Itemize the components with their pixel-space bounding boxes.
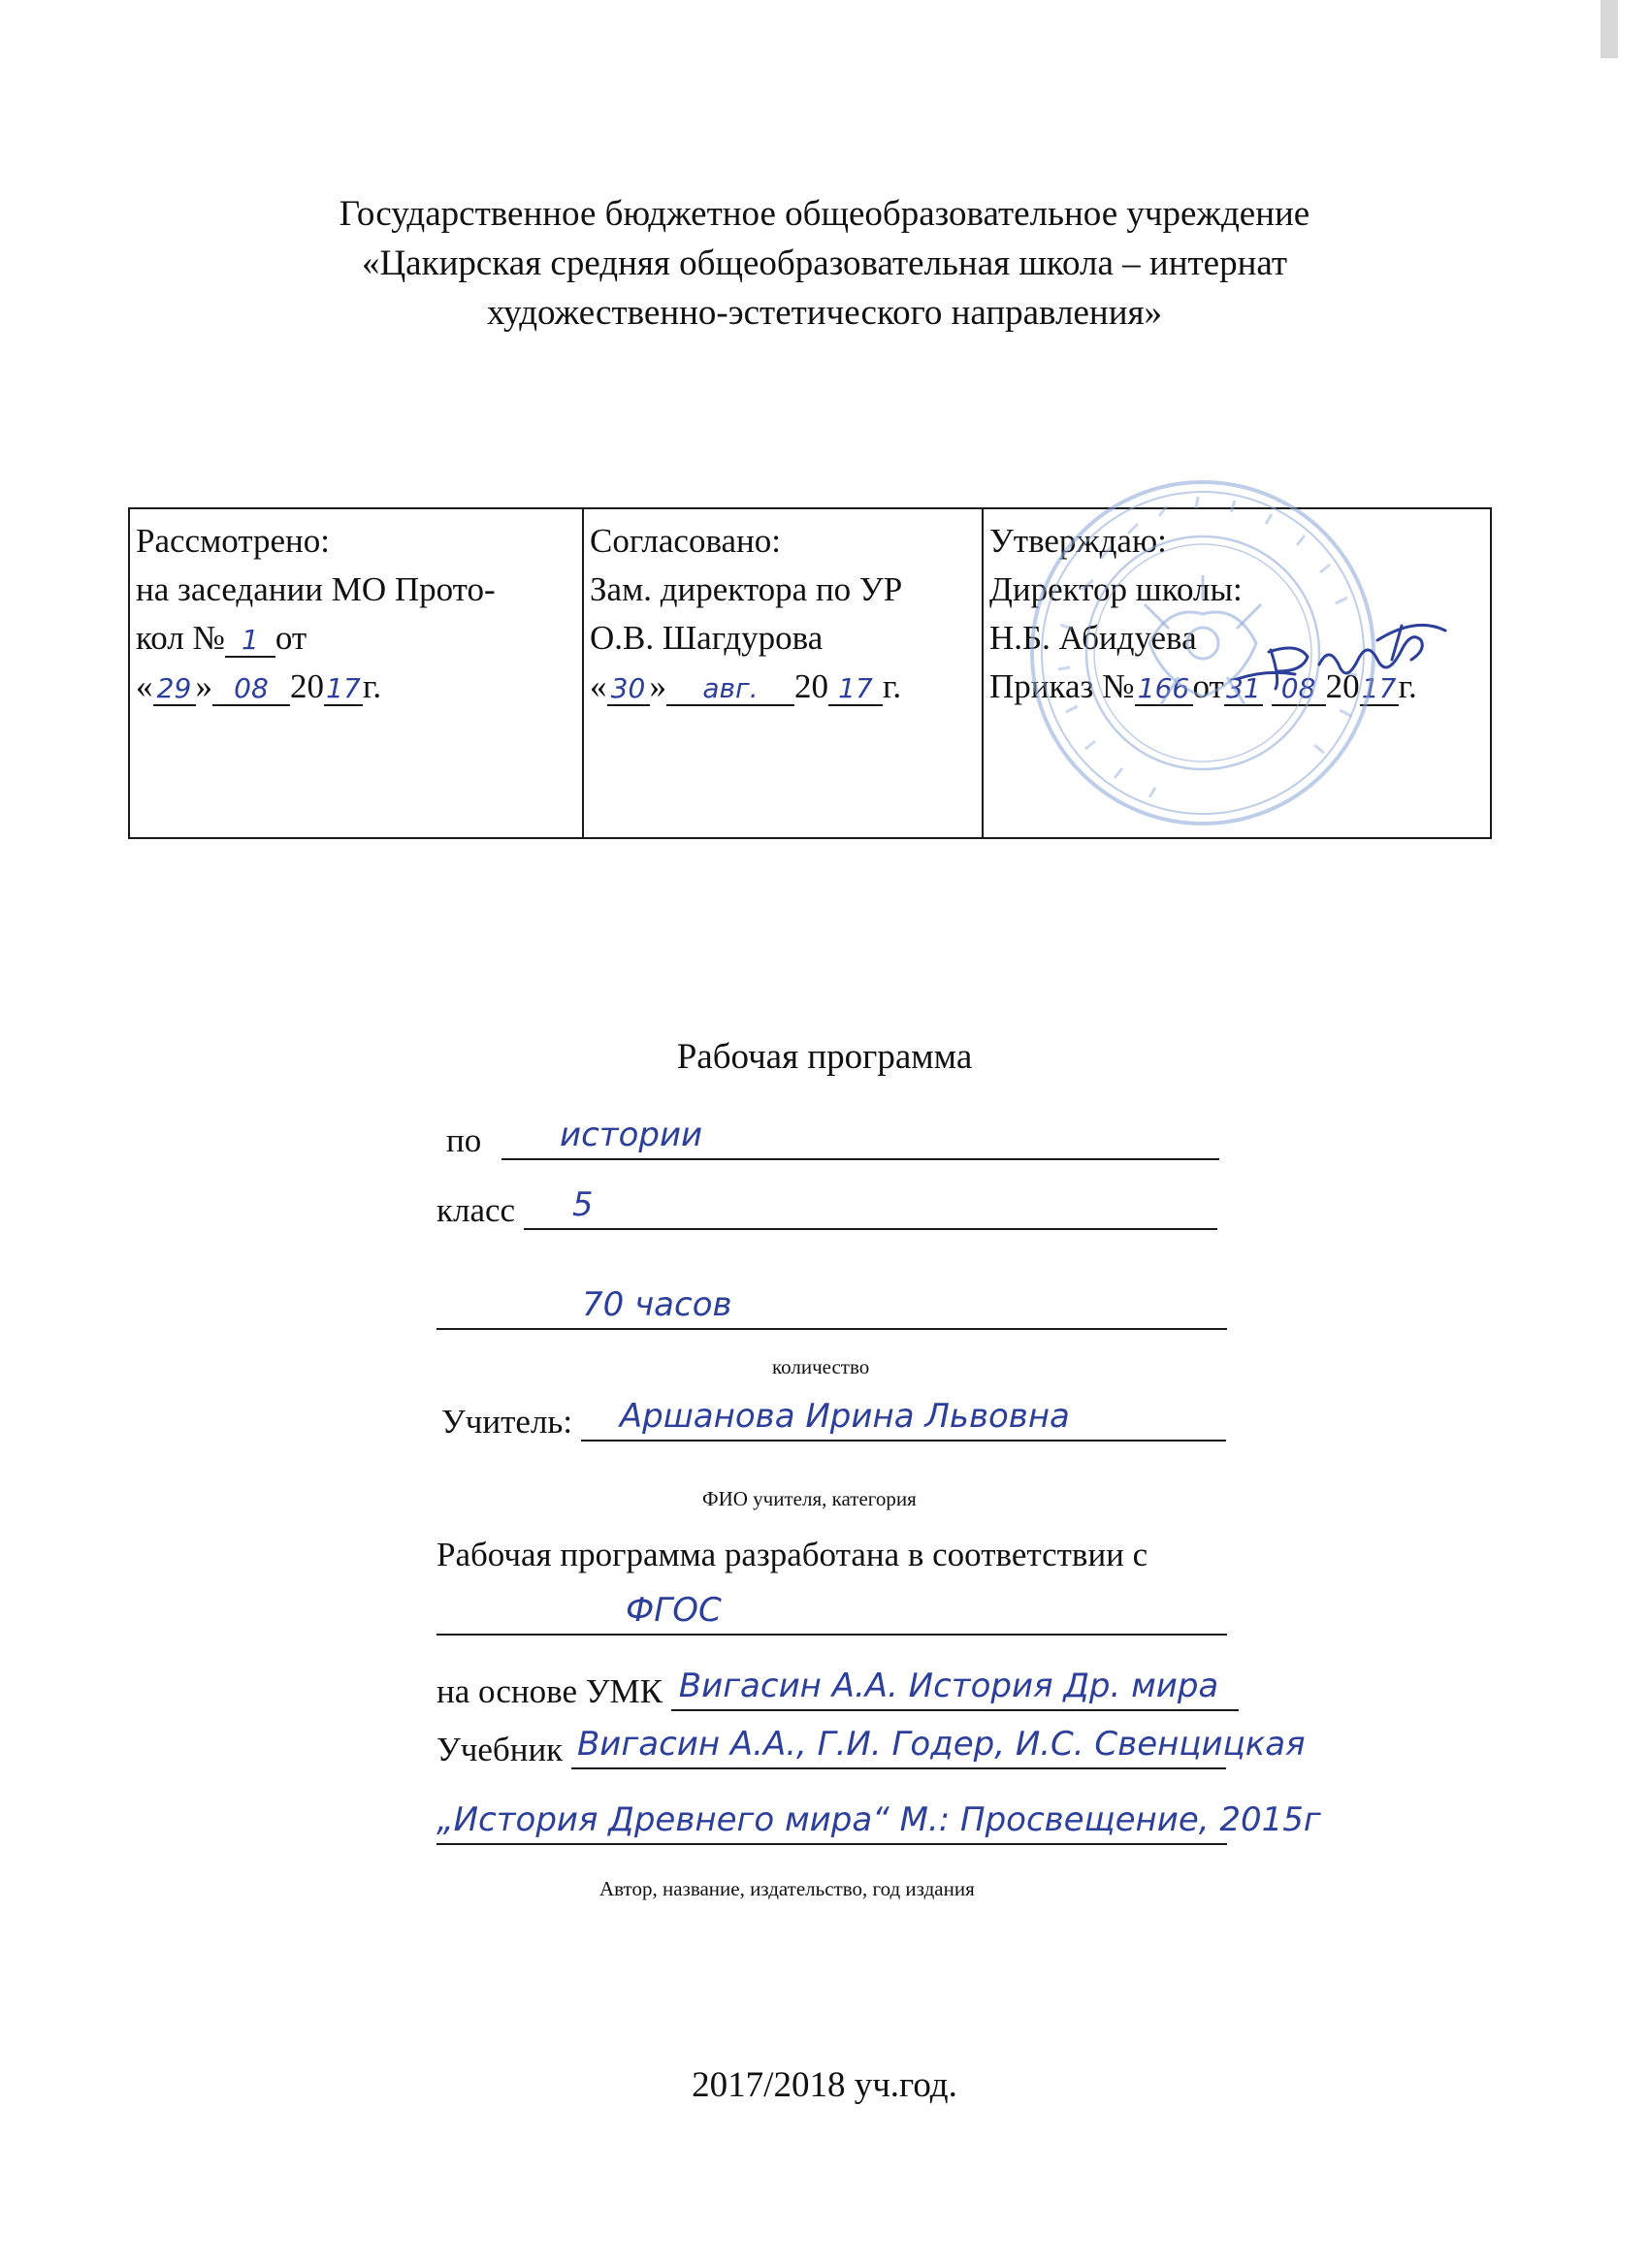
hours-row bbox=[436, 1285, 1227, 1330]
approved-order-line: Приказ № 166от31 08 2017г. bbox=[989, 667, 1417, 705]
subject-row bbox=[446, 1116, 1219, 1160]
teacher-row bbox=[441, 1397, 1226, 1442]
considered-month: 08 bbox=[234, 672, 269, 704]
hours-value: 70 часов bbox=[582, 1285, 732, 1324]
subject-label: по bbox=[446, 1121, 482, 1159]
textbook-caption: Автор, название, издательство, год издания bbox=[599, 1877, 975, 1900]
teacher-value: Аршанова Ирина Львовна bbox=[619, 1397, 1070, 1436]
approved-line-1: Директор школы: bbox=[989, 570, 1243, 608]
accordance-value: ФГОС bbox=[626, 1591, 722, 1630]
approved-line-2: Н.Б. Абидуева bbox=[989, 619, 1197, 657]
order-number: 166 bbox=[1137, 672, 1190, 704]
agreed-line-2: О.В. Шагдурова bbox=[590, 619, 824, 657]
order-month: 08 bbox=[1280, 672, 1316, 704]
agreed-date-line: « 30 » авг. 20 17 г. bbox=[590, 667, 902, 705]
approval-considered-cell bbox=[130, 509, 584, 837]
order-day: 31 bbox=[1226, 672, 1261, 704]
umk-value: Вигасин А.А. История Др. мира bbox=[678, 1667, 1219, 1705]
textbook-label: Учебник bbox=[436, 1731, 564, 1768]
protocol-number: 1 bbox=[241, 624, 259, 656]
teacher-caption: ФИО учителя, категория bbox=[702, 1487, 917, 1510]
academic-year: 2017/2018 уч.год. bbox=[692, 2065, 957, 2105]
subject-value: истории bbox=[559, 1116, 703, 1154]
agreed-year: 17 bbox=[838, 672, 873, 704]
agreed-month: авг. bbox=[702, 672, 759, 704]
agreed-day: 30 bbox=[610, 672, 646, 704]
program-title: Рабочая программа bbox=[676, 1037, 973, 1077]
teacher-label: Учитель: bbox=[441, 1403, 573, 1441]
considered-line-1: на заседании МО Прото- bbox=[136, 570, 496, 608]
textbook-row bbox=[436, 1725, 1306, 1769]
agreed-title: Согласовано: bbox=[590, 522, 782, 560]
umk-label: на основе УМК bbox=[436, 1672, 663, 1710]
considered-day: 29 bbox=[156, 672, 192, 704]
hours-caption: количество bbox=[772, 1355, 870, 1378]
director-signature bbox=[1232, 621, 1455, 708]
considered-title: Рассмотрено: bbox=[136, 522, 330, 560]
textbook-row-2 bbox=[436, 1800, 1321, 1845]
scan-edge-mark bbox=[1600, 0, 1618, 58]
accordance-text: Рабочая программа разработана в соответствии с bbox=[436, 1536, 1148, 1573]
textbook-value-2: „История Древнего мира“ М.: Просвещение, 2015г bbox=[436, 1800, 1321, 1839]
approved-title: Утверждаю: bbox=[989, 522, 1167, 560]
class-value: 5 bbox=[571, 1185, 594, 1224]
considered-date-line: « 29 » 08 2017г. bbox=[136, 667, 382, 705]
agreed-line-1: Зам. директора по УР bbox=[590, 570, 903, 608]
header-line-3: художественно-эстетического направления» bbox=[486, 293, 1163, 333]
umk-row bbox=[436, 1667, 1239, 1711]
considered-protocol-line: кол № 1 от bbox=[136, 619, 307, 657]
considered-year: 17 bbox=[326, 672, 361, 704]
class-label: класс bbox=[436, 1191, 516, 1229]
order-year: 17 bbox=[1361, 672, 1397, 704]
header-line-1: Государственное бюджетное общеобразовательное учреждение bbox=[339, 194, 1310, 234]
header-line-2: «Цакирская средняя общеобразовательная школа – интернат bbox=[361, 243, 1288, 283]
class-row bbox=[436, 1185, 1217, 1230]
approval-agreed-cell bbox=[584, 509, 984, 837]
school-header bbox=[194, 189, 1455, 338]
textbook-value-1: Вигасин А.А., Г.И. Годер, И.С. Свенцицкая bbox=[576, 1725, 1306, 1764]
accordance-row bbox=[436, 1591, 1227, 1636]
